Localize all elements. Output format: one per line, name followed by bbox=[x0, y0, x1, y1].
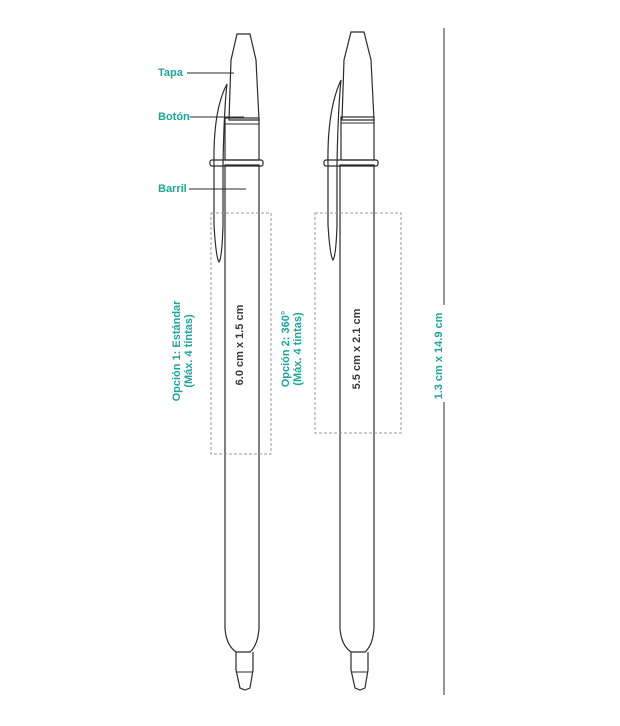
pen-right-barrel bbox=[340, 165, 374, 652]
overall-dimension bbox=[433, 28, 445, 695]
pen-right-clip bbox=[328, 80, 341, 260]
pen-left-tip bbox=[236, 652, 253, 690]
pen-left-area-label: 6.0 cm x 1.5 cm bbox=[234, 304, 246, 386]
label-tapa: Tapa bbox=[158, 67, 183, 79]
option1-title: Opción 1: Estándar bbox=[171, 300, 183, 402]
pen-right bbox=[315, 32, 401, 690]
pen-right-cap bbox=[342, 32, 374, 120]
overall-size-label: 1.3 cm x 14.9 cm bbox=[433, 312, 445, 400]
pen-right-tip bbox=[351, 652, 368, 690]
option1-text bbox=[171, 300, 195, 402]
pen-left bbox=[210, 34, 271, 690]
part-labels bbox=[158, 67, 246, 195]
pen-left-barrel bbox=[225, 165, 259, 652]
option2-title: Opción 2: 360° bbox=[280, 310, 292, 388]
pen-left-cap bbox=[229, 34, 259, 120]
option2-text bbox=[280, 311, 304, 388]
label-barril: Barril bbox=[158, 183, 187, 195]
label-boton: Botón bbox=[158, 111, 190, 123]
pen-right-area-label: 5.5 cm x 2.1 cm bbox=[351, 308, 363, 390]
option2-subtitle: (Máx. 4 tintas) bbox=[292, 312, 304, 386]
option1-subtitle: (Máx. 4 tintas) bbox=[183, 314, 195, 388]
